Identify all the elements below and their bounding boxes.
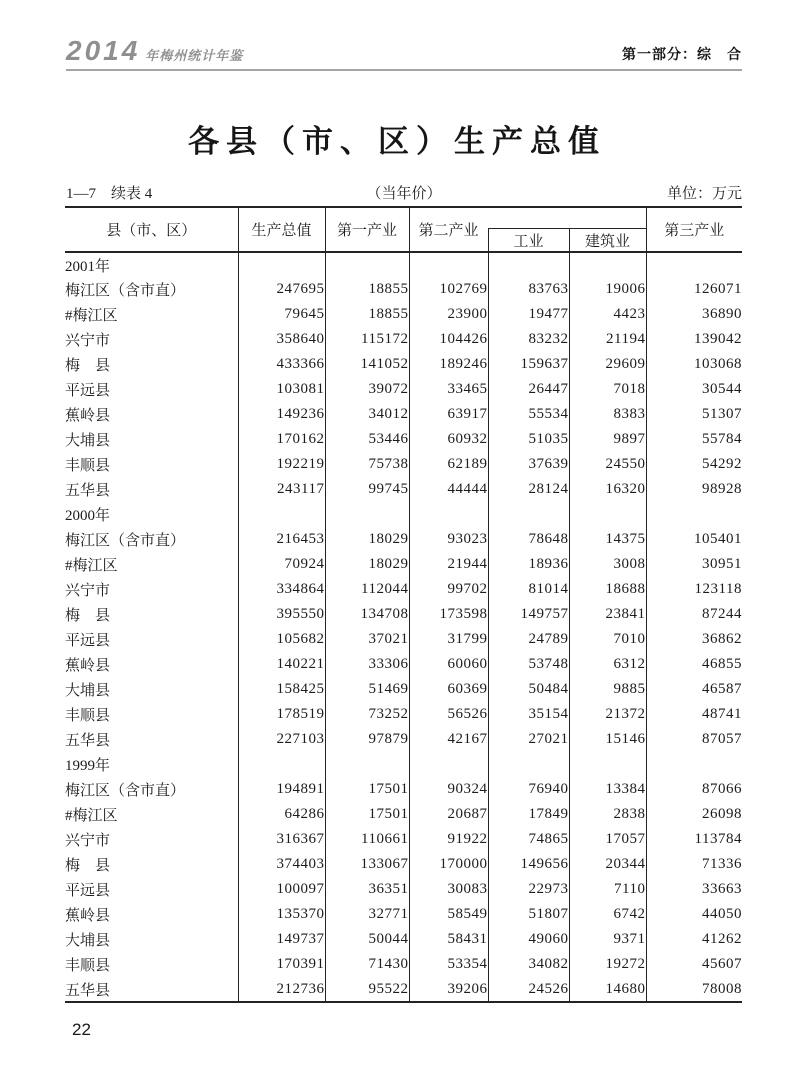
table-row — [65, 327, 742, 352]
value-cell: 17501 — [325, 777, 409, 802]
year-label: 2001年 — [65, 252, 238, 277]
value-cell: 28124 — [488, 477, 569, 502]
value-cell: 97879 — [325, 727, 409, 752]
table-row — [65, 527, 742, 552]
value-cell: 60060 — [409, 652, 488, 677]
value-cell: 9897 — [569, 427, 646, 452]
table-row — [65, 477, 742, 502]
value-cell: 100097 — [238, 877, 325, 902]
table-row — [65, 552, 742, 577]
value-cell: 19006 — [569, 277, 646, 302]
county-name: 平远县 — [65, 877, 238, 902]
value-cell: 13384 — [569, 777, 646, 802]
county-name: 梅 县 — [65, 352, 238, 377]
county-name: 五华县 — [65, 977, 238, 1002]
county-name: 梅 县 — [65, 852, 238, 877]
value-cell: 17057 — [569, 827, 646, 852]
county-name: 蕉岭县 — [65, 902, 238, 927]
value-cell: 34012 — [325, 402, 409, 427]
county-name: 梅江区（含市直） — [65, 277, 238, 302]
county-name: 蕉岭县 — [65, 402, 238, 427]
value-cell: 83232 — [488, 327, 569, 352]
value-cell: 21944 — [409, 552, 488, 577]
value-cell: 99702 — [409, 577, 488, 602]
running-head — [66, 35, 742, 71]
table-meta-line — [66, 182, 742, 203]
value-cell: 15146 — [569, 727, 646, 752]
value-cell: 26447 — [488, 377, 569, 402]
value-cell: 17501 — [325, 802, 409, 827]
value-cell: 4423 — [569, 302, 646, 327]
value-cell: 64286 — [238, 802, 325, 827]
value-cell: 7018 — [569, 377, 646, 402]
value-cell: 55784 — [702, 431, 742, 447]
county-name: 平远县 — [65, 627, 238, 652]
value-cell: 51469 — [325, 677, 409, 702]
table-row — [65, 952, 742, 977]
table-row — [65, 927, 742, 952]
table-row — [65, 802, 742, 827]
county-name: 梅江区（含市直） — [65, 777, 238, 802]
value-cell: 56526 — [409, 702, 488, 727]
table-row — [65, 402, 742, 427]
empty-cell — [238, 752, 325, 777]
value-cell: 36890 — [702, 306, 742, 322]
value-cell: 19477 — [488, 302, 569, 327]
value-cell: 53354 — [409, 952, 488, 977]
table-row — [65, 427, 742, 452]
year-row — [65, 502, 742, 527]
table-row — [65, 577, 742, 602]
value-cell: 7010 — [569, 627, 646, 652]
value-cell: 98928 — [702, 481, 742, 497]
value-cell: 139042 — [694, 331, 742, 347]
county-name: 丰顺县 — [65, 702, 238, 727]
table-number: 1—7 续表 4 — [66, 186, 153, 202]
value-cell: 20344 — [569, 852, 646, 877]
price-basis-note: （当年价） — [366, 186, 442, 202]
value-cell: 33663 — [702, 881, 742, 897]
value-cell: 105682 — [238, 627, 325, 652]
value-cell: 18936 — [488, 552, 569, 577]
value-cell: 358640 — [238, 327, 325, 352]
year-row — [65, 752, 742, 777]
value-cell: 9885 — [569, 677, 646, 702]
year-label: 1999年 — [65, 752, 238, 777]
county-name: 大埔县 — [65, 677, 238, 702]
value-cell: 105401 — [694, 531, 742, 547]
empty-cell — [646, 502, 742, 527]
value-cell: 18855 — [325, 302, 409, 327]
value-cell: 243117 — [238, 477, 325, 502]
col-header-tertiary-industry: 第三产业 — [646, 207, 742, 252]
table-row — [65, 277, 742, 302]
value-cell: 51807 — [488, 902, 569, 927]
value-cell: 21372 — [569, 702, 646, 727]
county-name: 兴宁市 — [65, 827, 238, 852]
value-cell: 140221 — [238, 652, 325, 677]
value-cell: 21194 — [569, 327, 646, 352]
value-cell: 34082 — [488, 952, 569, 977]
county-name: #梅江区 — [65, 302, 238, 327]
empty-cell — [488, 752, 569, 777]
value-cell: 149236 — [238, 402, 325, 427]
col-header-construction: 建筑业 — [569, 229, 646, 253]
value-cell: 170000 — [409, 852, 488, 877]
value-cell: 14375 — [569, 527, 646, 552]
value-cell: 54292 — [702, 456, 742, 472]
col-header-gdp: 生产总值 — [238, 207, 325, 252]
table-row — [65, 352, 742, 377]
table-row — [65, 652, 742, 677]
table-row — [65, 852, 742, 877]
value-cell: 227103 — [238, 727, 325, 752]
value-cell: 6742 — [569, 902, 646, 927]
value-cell: 17849 — [488, 802, 569, 827]
value-cell: 316367 — [238, 827, 325, 852]
value-cell: 51035 — [488, 427, 569, 452]
value-cell: 90324 — [409, 777, 488, 802]
value-cell: 110661 — [325, 827, 409, 852]
county-name: 五华县 — [65, 477, 238, 502]
value-cell: 76940 — [488, 777, 569, 802]
county-name: 大埔县 — [65, 427, 238, 452]
year-label: 2000年 — [65, 502, 238, 527]
table-row — [65, 902, 742, 927]
value-cell: 26098 — [702, 806, 742, 822]
empty-cell — [325, 502, 409, 527]
value-cell: 14680 — [569, 977, 646, 1002]
value-cell: 112044 — [325, 577, 409, 602]
county-name: 平远县 — [65, 377, 238, 402]
value-cell: 51307 — [702, 406, 742, 422]
value-cell: 3008 — [569, 552, 646, 577]
value-cell: 20687 — [409, 802, 488, 827]
col-header-primary-industry: 第一产业 — [325, 207, 409, 252]
value-cell: 31799 — [409, 627, 488, 652]
value-cell: 55534 — [488, 402, 569, 427]
value-cell: 32771 — [325, 902, 409, 927]
value-cell: 87057 — [702, 731, 742, 747]
empty-cell — [325, 752, 409, 777]
empty-cell — [646, 252, 742, 277]
value-cell: 126071 — [694, 281, 742, 297]
col-header-secondary-industry: 第二产业 — [409, 207, 488, 252]
value-cell: 212736 — [238, 977, 325, 1002]
value-cell: 24526 — [488, 977, 569, 1002]
value-cell: 93023 — [409, 527, 488, 552]
year-row — [65, 252, 742, 277]
value-cell: 18029 — [325, 552, 409, 577]
value-cell: 50484 — [488, 677, 569, 702]
empty-cell — [569, 252, 646, 277]
value-cell: 81014 — [488, 577, 569, 602]
value-cell: 170391 — [238, 952, 325, 977]
value-cell: 63917 — [409, 402, 488, 427]
value-cell: 135370 — [238, 902, 325, 927]
value-cell: 113784 — [694, 831, 742, 847]
secondary-subheader-spacer — [488, 207, 646, 229]
table-header — [65, 207, 742, 252]
value-cell: 46587 — [702, 681, 742, 697]
value-cell: 2838 — [569, 802, 646, 827]
value-cell: 39072 — [325, 377, 409, 402]
value-cell: 433366 — [238, 352, 325, 377]
table-row — [65, 677, 742, 702]
page-number: 22 — [72, 1020, 91, 1039]
value-cell: 62189 — [409, 452, 488, 477]
value-cell: 75738 — [325, 452, 409, 477]
table-row — [65, 702, 742, 727]
value-cell: 58431 — [409, 927, 488, 952]
value-cell: 16320 — [569, 477, 646, 502]
empty-cell — [488, 502, 569, 527]
value-cell: 334864 — [238, 577, 325, 602]
county-name: 兴宁市 — [65, 327, 238, 352]
value-cell: 30083 — [409, 877, 488, 902]
empty-cell — [409, 752, 488, 777]
value-cell: 87244 — [702, 606, 742, 622]
value-cell: 18855 — [325, 277, 409, 302]
value-cell: 41262 — [702, 931, 742, 947]
gdp-table — [65, 206, 742, 1003]
value-cell: 74865 — [488, 827, 569, 852]
table-row — [65, 977, 742, 1002]
value-cell: 53748 — [488, 652, 569, 677]
value-cell: 8383 — [569, 402, 646, 427]
county-name: 丰顺县 — [65, 452, 238, 477]
county-name: #梅江区 — [65, 552, 238, 577]
empty-cell — [569, 752, 646, 777]
value-cell: 45607 — [702, 956, 742, 972]
value-cell: 30951 — [702, 556, 742, 572]
empty-cell — [409, 252, 488, 277]
value-cell: 39206 — [409, 977, 488, 1002]
value-cell: 104426 — [409, 327, 488, 352]
value-cell: 374403 — [238, 852, 325, 877]
table-row — [65, 727, 742, 752]
value-cell: 134708 — [325, 602, 409, 627]
table-row — [65, 377, 742, 402]
table-row — [65, 777, 742, 802]
value-cell: 37639 — [488, 452, 569, 477]
value-cell: 149737 — [238, 927, 325, 952]
col-header-industry: 工业 — [488, 229, 569, 253]
county-name: #梅江区 — [65, 802, 238, 827]
value-cell: 99745 — [325, 477, 409, 502]
value-cell: 29609 — [569, 352, 646, 377]
value-cell: 58549 — [409, 902, 488, 927]
value-cell: 115172 — [325, 327, 409, 352]
table-body — [65, 252, 742, 1002]
value-cell: 71336 — [702, 856, 742, 872]
value-cell: 91922 — [409, 827, 488, 852]
value-cell: 36351 — [325, 877, 409, 902]
empty-cell — [569, 502, 646, 527]
value-cell: 158425 — [238, 677, 325, 702]
empty-cell — [646, 752, 742, 777]
value-cell: 33465 — [409, 377, 488, 402]
county-name: 蕉岭县 — [65, 652, 238, 677]
value-cell: 159637 — [488, 352, 569, 377]
value-cell: 46855 — [702, 656, 742, 672]
value-cell: 83763 — [488, 277, 569, 302]
table-row — [65, 452, 742, 477]
value-cell: 37021 — [325, 627, 409, 652]
value-cell: 27021 — [488, 727, 569, 752]
value-cell: 30544 — [702, 381, 742, 397]
empty-cell — [238, 502, 325, 527]
value-cell: 194891 — [238, 777, 325, 802]
empty-cell — [488, 252, 569, 277]
value-cell: 44444 — [409, 477, 488, 502]
yearbook-logo — [66, 35, 244, 66]
section-label: 第一部分：综 合 — [622, 46, 742, 62]
value-cell: 170162 — [238, 427, 325, 452]
value-cell: 141052 — [325, 352, 409, 377]
table-row — [65, 602, 742, 627]
value-cell: 78648 — [488, 527, 569, 552]
value-cell: 44050 — [702, 906, 742, 922]
empty-cell — [409, 502, 488, 527]
value-cell: 24789 — [488, 627, 569, 652]
value-cell: 18688 — [569, 577, 646, 602]
county-name: 梅 县 — [65, 602, 238, 627]
county-name: 兴宁市 — [65, 577, 238, 602]
unit-note: 单位：万元 — [666, 186, 742, 202]
value-cell: 87066 — [702, 781, 742, 797]
value-cell: 247695 — [238, 277, 325, 302]
value-cell: 149656 — [488, 852, 569, 877]
value-cell: 123118 — [694, 581, 742, 597]
value-cell: 42167 — [409, 727, 488, 752]
value-cell: 33306 — [325, 652, 409, 677]
value-cell: 23900 — [409, 302, 488, 327]
value-cell: 103068 — [694, 356, 742, 372]
table-row — [65, 627, 742, 652]
value-cell: 6312 — [569, 652, 646, 677]
value-cell: 79645 — [238, 302, 325, 327]
empty-cell — [325, 252, 409, 277]
value-cell: 53446 — [325, 427, 409, 452]
value-cell: 18029 — [325, 527, 409, 552]
value-cell: 19272 — [569, 952, 646, 977]
value-cell: 216453 — [238, 527, 325, 552]
value-cell: 133067 — [325, 852, 409, 877]
value-cell: 73252 — [325, 702, 409, 727]
value-cell: 192219 — [238, 452, 325, 477]
table-row — [65, 877, 742, 902]
value-cell: 149757 — [488, 602, 569, 627]
value-cell: 24550 — [569, 452, 646, 477]
value-cell: 70924 — [238, 552, 325, 577]
county-name: 梅江区（含市直） — [65, 527, 238, 552]
value-cell: 102769 — [409, 277, 488, 302]
value-cell: 103081 — [238, 377, 325, 402]
value-cell: 23841 — [569, 602, 646, 627]
col-header-county: 县（市、区） — [65, 207, 238, 252]
county-name: 丰顺县 — [65, 952, 238, 977]
value-cell: 78008 — [702, 980, 742, 997]
value-cell: 60932 — [409, 427, 488, 452]
value-cell: 60369 — [409, 677, 488, 702]
logo-year-text: 2014 — [66, 35, 141, 66]
county-name: 大埔县 — [65, 927, 238, 952]
value-cell: 173598 — [409, 602, 488, 627]
page-title: 各县（市、区）生产总值 — [188, 124, 606, 159]
value-cell: 71430 — [325, 952, 409, 977]
value-cell: 48741 — [702, 706, 742, 722]
value-cell: 7110 — [569, 877, 646, 902]
value-cell: 35154 — [488, 702, 569, 727]
value-cell: 36862 — [702, 631, 742, 647]
logo-suffix-text: 年梅州统计年鉴 — [145, 48, 244, 63]
value-cell: 95522 — [325, 977, 409, 1002]
value-cell: 22973 — [488, 877, 569, 902]
value-cell: 178519 — [238, 702, 325, 727]
county-name: 五华县 — [65, 727, 238, 752]
table-row — [65, 302, 742, 327]
empty-cell — [238, 252, 325, 277]
value-cell: 189246 — [409, 352, 488, 377]
table-row — [65, 827, 742, 852]
value-cell: 395550 — [238, 602, 325, 627]
value-cell: 9371 — [569, 927, 646, 952]
value-cell: 50044 — [325, 927, 409, 952]
value-cell: 49060 — [488, 927, 569, 952]
